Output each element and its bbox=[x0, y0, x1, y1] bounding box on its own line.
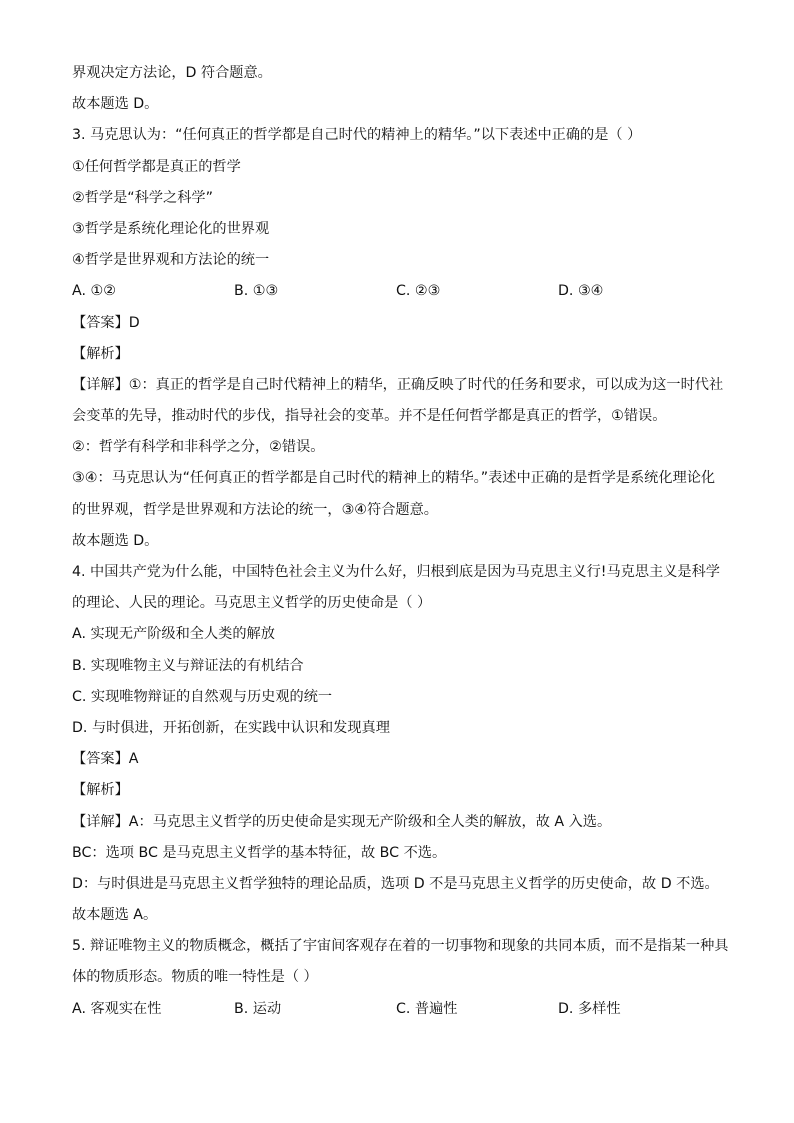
question-4-stem: 的理论、人民的理论。马克思主义哲学的历史使命是（ ） bbox=[72, 595, 432, 612]
statement-3: ③哲学是系统化理论化的世界观 bbox=[72, 220, 270, 237]
explanation-line: 【详解】A：马克思主义哲学的历史使命是实现无产阶级和全人类的解放，故 A 入选。 bbox=[72, 813, 612, 830]
explanation-line: BC：选项 BC 是马克思主义哲学的基本特征，故 BC 不选。 bbox=[72, 844, 447, 861]
question-5-stem: 体的物质形态。物质的唯一特性是（ ） bbox=[72, 969, 318, 986]
statement-1: ①任何哲学都是真正的哲学 bbox=[72, 158, 241, 175]
option-d: D. ③④ bbox=[558, 283, 604, 300]
explanation-line: 的世界观，哲学是世界观和方法论的统一，③④符合题意。 bbox=[72, 501, 438, 518]
option-c: C. 普遍性 bbox=[396, 1000, 458, 1017]
explanation-line: ②：哲学有科学和非科学之分，②错误。 bbox=[72, 439, 325, 456]
document-page bbox=[72, 58, 729, 1025]
option-a: A. ①② bbox=[72, 283, 116, 300]
answer-label: 【答案】A bbox=[72, 751, 139, 768]
explanation-line: D：与时俱进是马克思主义哲学独特的理论品质，选项 D 不是马克思主义哲学的历史使命，故 D 不选。 bbox=[72, 875, 719, 892]
option-d: D. 与时俱进，开拓创新，在实践中认识和发现真理 bbox=[72, 719, 390, 736]
statement-4: ④哲学是世界观和方法论的统一 bbox=[72, 252, 270, 269]
option-d: D. 多样性 bbox=[558, 1000, 621, 1017]
analysis-label: 【解析】 bbox=[72, 345, 129, 362]
explanation-line: 【详解】①：真正的哲学是自己时代精神上的精华，正确反映了时代的任务和要求，可以成为这一时代社 bbox=[72, 376, 724, 393]
question-3-stem: 3. 马克思认为：“任何真正的哲学都是自己时代的精神上的精华。”以下表述中正确的是（ ） bbox=[72, 127, 642, 144]
option-b: B. 实现唯物主义与辩证法的有机结合 bbox=[72, 657, 304, 674]
question-5-stem: 5. 辩证唯物主义的物质概念，概括了宇宙间客观存在着的一切事物和现象的共同本质，而不是指某一种具 bbox=[72, 938, 729, 955]
analysis-label: 【解析】 bbox=[72, 782, 129, 799]
conclusion-line: 故本题选 A。 bbox=[72, 907, 158, 924]
explanation-line: 会变革的先导，推动时代的步伐，指导社会的变革。并不是任何哲学都是真正的哲学，①错误。 bbox=[72, 408, 667, 425]
conclusion-line: 故本题选 D。 bbox=[72, 532, 159, 549]
option-a: A. 实现无产阶级和全人类的解放 bbox=[72, 626, 275, 643]
text-line: 故本题选 D。 bbox=[72, 96, 159, 113]
question-5-options bbox=[72, 994, 724, 1025]
question-3-options bbox=[72, 276, 724, 307]
option-c: C. ②③ bbox=[396, 283, 441, 300]
option-c: C. 实现唯物辩证的自然观与历史观的统一 bbox=[72, 688, 333, 705]
answer-label: 【答案】D bbox=[72, 314, 140, 331]
question-4-stem: 4. 中国共产党为什么能，中国特色社会主义为什么好，归根到底是因为马克思主义行!马克思主义是科学 bbox=[72, 564, 720, 580]
option-b: B. ①③ bbox=[234, 283, 279, 300]
explanation-line: ③④：马克思认为“任何真正的哲学都是自己时代的精神上的精华。”表述中正确的是哲学是系统化理论化 bbox=[72, 470, 716, 487]
text-line: 界观决定方法论，D 符合题意。 bbox=[72, 65, 272, 81]
option-a: A. 客观实在性 bbox=[72, 1000, 162, 1017]
statement-2: ②哲学是“科学之科学” bbox=[72, 189, 213, 206]
option-b: B. 运动 bbox=[234, 1000, 282, 1017]
